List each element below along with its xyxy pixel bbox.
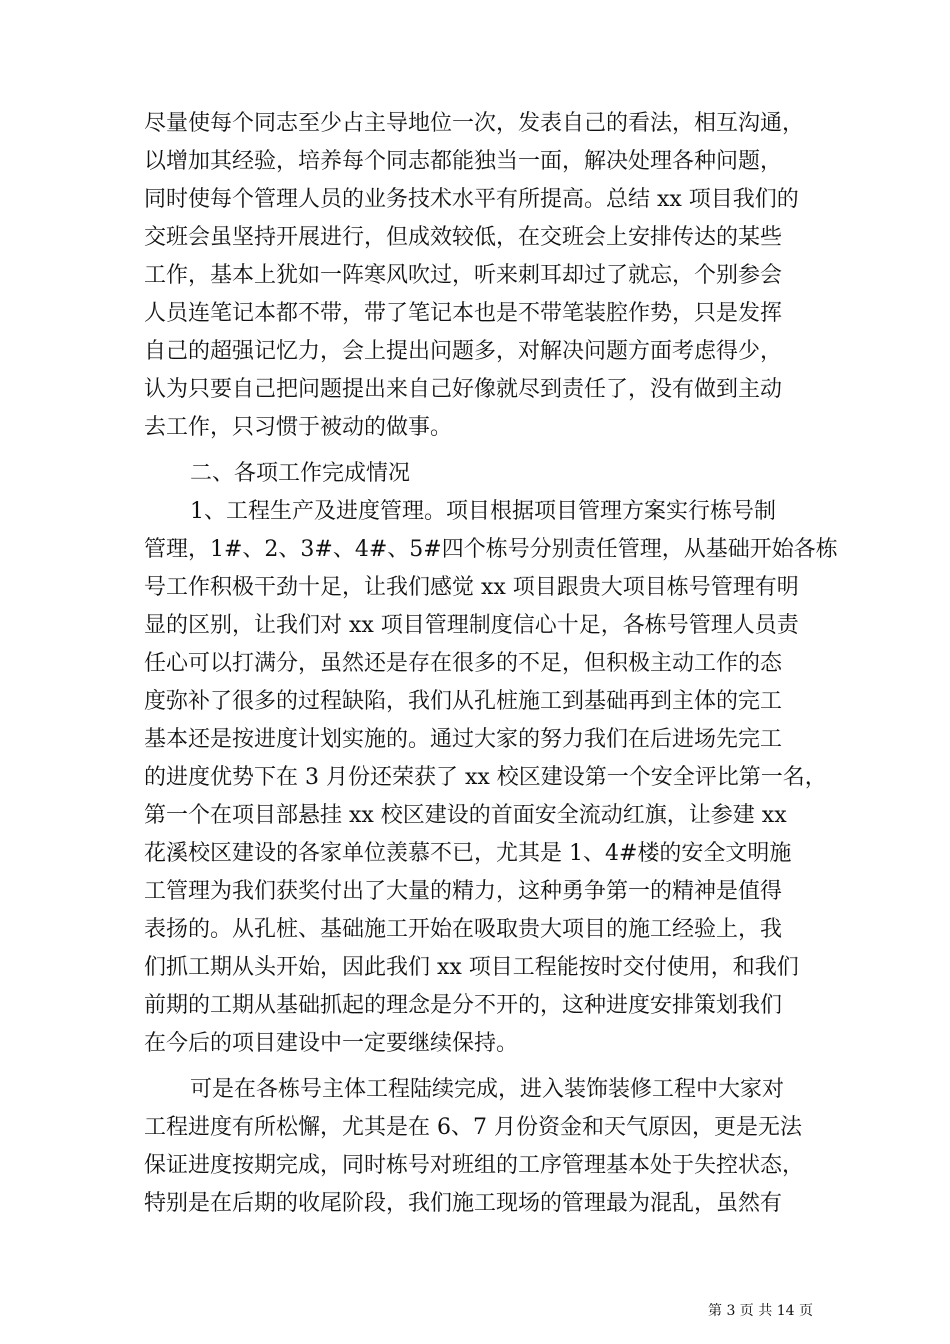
text-line: 们抓工期从头开始，因此我们 xx 项目工程能按时交付使用，和我们 <box>144 955 799 980</box>
text-line: 同时使每个管理人员的业务技术水平有所提高。总结 xx 项目我们的 <box>144 187 799 212</box>
text-line: 1、工程生产及进度管理。项目根据项目管理方案实行栋号制 <box>190 499 776 524</box>
text-line: 工管理为我们获奖付出了大量的精力，这种勇争第一的精神是值得 <box>144 879 783 904</box>
text-line: 工程进度有所松懈，尤其是在 6、7 月份资金和天气原因，更是无法 <box>144 1115 802 1140</box>
text-line: 表扬的。从孔桩、基础施工开始在吸取贵大项目的施工经验上，我 <box>144 917 783 942</box>
text-line: 自己的超强记忆力，会上提出问题多，对解决问题方面考虑得少， <box>144 339 783 364</box>
text-line: 交班会虽坚持开展进行，但成效较低，在交班会上安排传达的某些 <box>144 225 783 250</box>
page-number: 第 3 页 共 14 页 <box>708 1303 813 1319</box>
text-line: 管理，1#、2、3#、4#、5#四个栋号分别责任管理，从基础开始各栋 <box>144 537 838 562</box>
text-line: 第一个在项目部悬挂 xx 校区建设的首面安全流动红旗，让参建 xx <box>144 803 787 828</box>
text-line: 度弥补了很多的过程缺陷，我们从孔桩施工到基础再到主体的完工 <box>144 689 783 714</box>
text-line: 在今后的项目建设中一定要继续保持。 <box>144 1031 519 1056</box>
text-line: 的进度优势下在 3 月份还荣获了 xx 校区建设第一个安全评比第一名， <box>144 765 827 790</box>
text-line: 特别是在后期的收尾阶段，我们施工现场的管理最为混乱，虽然有 <box>144 1191 783 1216</box>
text-line: 工作，基本上犹如一阵寒风吹过，听来刺耳却过了就忘，个别参会 <box>144 263 783 288</box>
text-line: 前期的工期从基础抓起的理念是分不开的，这种进度安排策划我们 <box>144 993 783 1018</box>
text-line: 去工作，只习惯于被动的做事。 <box>144 415 453 440</box>
text-line: 显的区别，让我们对 xx 项目管理制度信心十足，各栋号管理人员责 <box>144 613 799 638</box>
text-line: 基本还是按进度计划实施的。通过大家的努力我们在后进场先完工 <box>144 727 783 752</box>
text-line: 保证进度按期完成，同时栋号对班组的工序管理基本处于失控状态， <box>144 1153 805 1178</box>
text-line: 任心可以打满分，虽然还是存在很多的不足，但积极主动工作的态 <box>144 651 783 676</box>
text-line: 可是在各栋号主体工程陆续完成，进入装饰装修工程中大家对 <box>190 1077 785 1102</box>
text-line: 认为只要自己把问题提出来自己好像就尽到责任了，没有做到主动 <box>144 377 783 402</box>
text-line: 以增加其经验，培养每个同志都能独当一面，解决处理各种问题， <box>144 149 783 174</box>
text-line: 人员连笔记本都不带，带了笔记本也是不带笔装腔作势，只是发挥 <box>144 301 783 326</box>
section-heading: 二、各项工作完成情况 <box>190 461 411 486</box>
text-line: 尽量使每个同志至少占主导地位一次，发表自己的看法，相互沟通， <box>144 111 805 136</box>
text-line: 号工作积极干劲十足，让我们感觉 xx 项目跟贵大项目栋号管理有明 <box>144 575 799 600</box>
text-line: 花溪校区建设的各家单位羡慕不已，尤其是 1、4#楼的安全文明施 <box>144 841 792 866</box>
